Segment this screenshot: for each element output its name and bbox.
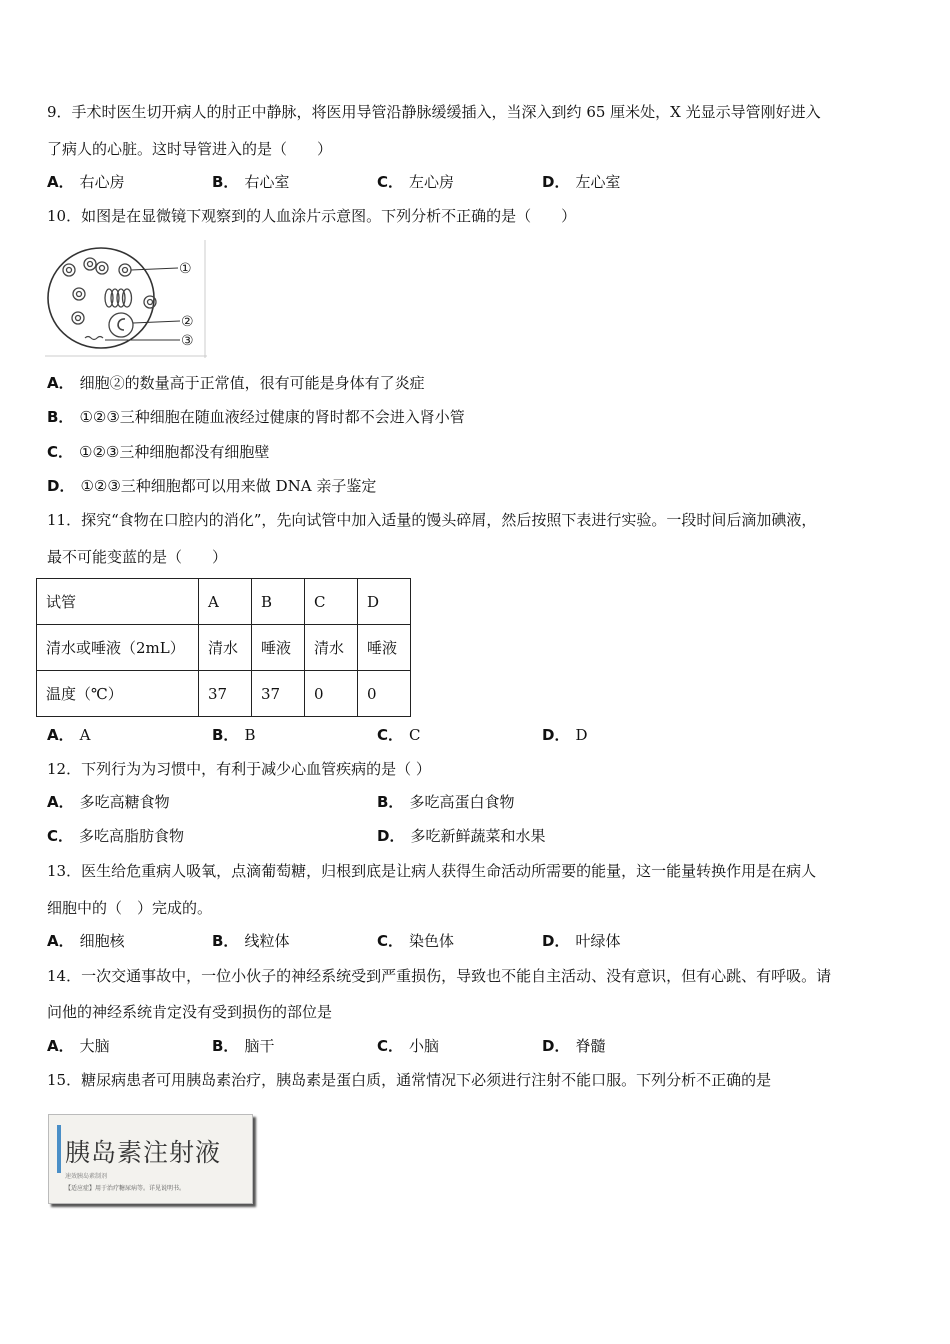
q11-stem-line1: 11．探究“食物在口腔内的消化”，先向试管中加入适量的馒头碎屑，然后按照下表进行实验。一段时间后滴加碘液，	[47, 511, 817, 529]
q11-option-b[interactable]: B． B	[212, 726, 256, 744]
q10-option-d[interactable]: D． ①②③三种细胞都可以用来做 DNA 亲子鉴定	[47, 477, 377, 495]
table-cell: 0	[305, 671, 358, 717]
table-cell: 唾液	[252, 625, 305, 671]
field-of-view-circle	[48, 248, 154, 348]
red-blood-cell	[72, 312, 84, 324]
q9-options	[47, 172, 907, 192]
blood-smear-figure	[45, 240, 207, 358]
q14-option-a[interactable]: A． 大脑	[47, 1037, 110, 1055]
q10-option-b[interactable]: B． ①②③三种细胞在随血液经过健康的肾时都不会进入肾小管	[47, 408, 465, 426]
table-cell: 温度（℃）	[37, 671, 199, 717]
q11-option-d[interactable]: D． D	[542, 726, 588, 744]
q11-stem-line2: 最不可能变蓝的是（ ）	[47, 548, 228, 566]
q14-stem-line1: 14．一次交通事故中，一位小伙子的神经系统受到严重损伤，导致也不能自主活动、没有意识，但有心跳、有呼吸。请	[47, 967, 832, 985]
table-cell: A	[199, 579, 252, 625]
q13-option-d[interactable]: D． 叶绿体	[542, 932, 621, 950]
q13-options	[47, 931, 907, 951]
table-cell: 37	[252, 671, 305, 717]
label-subtitle: 速效胰岛素制剂	[65, 1173, 108, 1180]
q11-option-a[interactable]: A． A	[47, 726, 91, 744]
table-cell: 唾液	[358, 625, 411, 671]
label-accent-bar	[57, 1125, 61, 1173]
table-cell: 试管	[37, 579, 199, 625]
figure-label-2: ②	[181, 314, 194, 330]
q10-option-a[interactable]: A． 细胞②的数量高于正常值，很有可能是身体有了炎症	[47, 374, 425, 392]
q12-option-a[interactable]: A． 多吃高糖食物	[47, 793, 170, 811]
figure-label-1: ①	[179, 261, 192, 277]
table-row	[37, 671, 411, 717]
q12-option-b[interactable]: B． 多吃高蛋白食物	[377, 793, 515, 811]
q10-option-c[interactable]: C． ①②③三种细胞都没有细胞壁	[47, 443, 270, 461]
q13-stem-line1: 13．医生给危重病人吸氧，点滴葡萄糖，归根到底是让病人获得生命活动所需要的能量，这一能量转换作用是在病人	[47, 862, 817, 880]
table-row	[37, 579, 411, 625]
q9-stem-line2: 了病人的心脏。这时导管进入的是（ ）	[47, 140, 333, 158]
q11-option-c[interactable]: C． C	[377, 726, 421, 744]
q12-options-row2	[47, 826, 907, 846]
q14-option-d[interactable]: D． 脊髓	[542, 1037, 606, 1055]
q9-stem-line1: 9．手术时医生切开病人的肘正中静脉，将医用导管沿静脉缓缓插入，当深入到约 65 厘米处，X 光显示导管刚好进入	[47, 103, 821, 121]
table-cell: D	[358, 579, 411, 625]
q9-option-d[interactable]: D． 左心室	[542, 173, 621, 191]
table-cell: 0	[358, 671, 411, 717]
table-row	[37, 625, 411, 671]
q14-option-b[interactable]: B． 脑干	[212, 1037, 275, 1055]
red-blood-cell	[119, 264, 131, 276]
q10-stem-line1: 10．如图是在显微镜下观察到的人血涂片示意图。下列分析不正确的是（ ）	[47, 207, 577, 225]
q9-option-c[interactable]: C． 左心房	[377, 173, 455, 191]
q13-option-c[interactable]: C． 染色体	[377, 932, 455, 950]
q11-options	[47, 725, 907, 745]
red-blood-cell	[73, 288, 85, 300]
label-note: 【适应症】用于治疗糖尿病等。详见说明书。	[65, 1185, 186, 1192]
table-cell: 清水	[305, 625, 358, 671]
q12-stem-line1: 12．下列行为为习惯中，有利于减少心血管疾病的是（ ）	[47, 760, 431, 778]
q13-option-b[interactable]: B． 线粒体	[212, 932, 290, 950]
q12-options-row1	[47, 792, 907, 812]
red-blood-cell	[84, 258, 96, 270]
q14-option-c[interactable]: C． 小脑	[377, 1037, 440, 1055]
q9-option-a[interactable]: A． 右心房	[47, 173, 125, 191]
table-cell: 37	[199, 671, 252, 717]
q13-option-a[interactable]: A． 细胞核	[47, 932, 125, 950]
q14-stem-line2: 问他的神经系统肯定没有受到损伤的部位是	[47, 1003, 333, 1021]
figure-label-3: ③	[181, 333, 194, 349]
insulin-injection-label-image	[48, 1114, 253, 1204]
table-cell: 清水或唾液（2mL）	[37, 625, 199, 671]
red-blood-cell	[96, 262, 108, 274]
red-blood-cell	[63, 264, 75, 276]
table-cell: B	[252, 579, 305, 625]
q15-stem-line1: 15．糖尿病患者可用胰岛素治疗，胰岛素是蛋白质，通常情况下必须进行注射不能口服。下列分析不正确的是	[47, 1071, 772, 1089]
q13-stem-line2: 细胞中的（ ）完成的。	[47, 899, 213, 917]
label-title: 胰岛素注射液	[65, 1138, 222, 1167]
table-cell: 清水	[199, 625, 252, 671]
q9-option-b[interactable]: B． 右心室	[212, 173, 290, 191]
experiment-table	[36, 578, 411, 717]
table-cell: C	[305, 579, 358, 625]
white-blood-cell	[109, 313, 133, 337]
q12-option-c[interactable]: C． 多吃高脂肪食物	[47, 827, 185, 845]
platelets	[85, 337, 103, 340]
q12-option-d[interactable]: D． 多吃新鲜蔬菜和水果	[377, 827, 546, 845]
q14-options	[47, 1036, 907, 1056]
